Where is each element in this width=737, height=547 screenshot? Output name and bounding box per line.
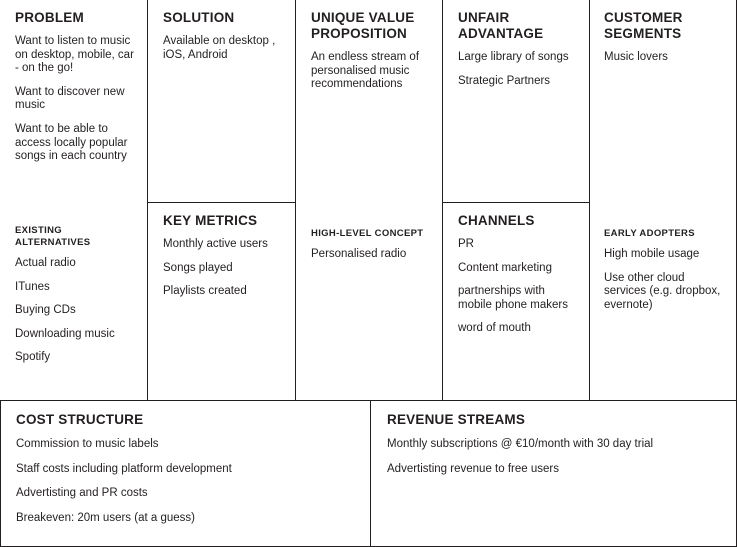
problem-entry: Want to discover new music — [15, 85, 125, 112]
channels-heading: CHANNELS — [458, 213, 535, 228]
early-adopters-entry: High mobile usage — [604, 248, 700, 260]
key-metrics-heading: KEY METRICS — [163, 213, 258, 228]
existing-alternatives-entry: Actual radio — [15, 257, 76, 269]
customer-segments-entry: Music lovers — [604, 51, 668, 63]
block-revenue-streams — [371, 400, 737, 547]
existing-alternatives-entry: ITunes — [15, 280, 50, 293]
unfair-advantage-entries — [458, 51, 578, 88]
early-adopters-heading: EARLY ADOPTERS — [604, 228, 695, 239]
high-level-concept-entries — [311, 248, 431, 262]
cost-structure-entry: Breakeven: 20m users (at a guess) — [16, 511, 195, 524]
channels-entry: word of mouth — [458, 322, 531, 335]
block-customer-segments — [590, 0, 737, 400]
problem-heading: PROBLEM — [15, 10, 84, 25]
existing-alternatives-heading: EXISTING ALTERNATIVES — [15, 225, 91, 248]
unfair-advantage-heading: UNFAIR ADVANTAGE — [458, 10, 544, 41]
channels-entry: partnerships with mobile phone makers — [458, 285, 568, 311]
unfair-advantage-entry: Strategic Partners — [458, 74, 551, 87]
early-adopters-entry: Use other cloud services (e.g. dropbox, evernote) — [604, 271, 721, 311]
revenue-streams-heading: REVENUE STREAMS — [387, 412, 526, 427]
high-level-concept-heading: HIGH-LEVEL CONCEPT — [311, 228, 424, 239]
channels-entry: Content marketing — [458, 261, 552, 274]
unique-value-proposition-entries — [311, 51, 431, 92]
existing-alternatives-entry: Buying CDs — [15, 304, 76, 317]
block-channels — [443, 203, 590, 400]
cost-structure-entry: Staff costs including platform development — [16, 462, 232, 475]
early-adopters-entries — [604, 248, 725, 312]
solution-entries — [163, 35, 284, 62]
block-unfair-advantage — [443, 0, 590, 203]
high-level-concept-entry: Personalised radio — [311, 248, 407, 260]
cost-structure-heading: COST STRUCTURE — [16, 412, 144, 427]
existing-alternatives-entry: Spotify — [15, 351, 51, 364]
block-key-metrics — [148, 203, 296, 400]
existing-alternatives-entries — [15, 257, 136, 365]
unique-value-proposition-heading: UNIQUE VALUE PROPOSITION — [311, 10, 415, 41]
key-metrics-entries — [163, 238, 284, 299]
channels-entries — [458, 238, 578, 336]
cost-structure-entries — [16, 438, 357, 525]
revenue-streams-entry: Monthly subscriptions @ €10/month with 30 day trial — [387, 438, 654, 450]
key-metrics-entry: Songs played — [163, 261, 233, 274]
block-solution — [148, 0, 296, 203]
existing-alternatives-entry: Downloading music — [15, 327, 115, 340]
customer-segments-heading: CUSTOMER SEGMENTS — [604, 10, 683, 41]
customer-segments-entries — [604, 51, 725, 65]
block-cost-structure — [0, 400, 371, 547]
block-existing-alternatives — [0, 225, 148, 365]
key-metrics-entry: Playlists created — [163, 285, 247, 298]
problem-entry: Want to be able to access locally popular songs in each country — [15, 122, 128, 163]
revenue-streams-entries — [387, 438, 723, 476]
unfair-advantage-entry: Large library of songs — [458, 51, 569, 63]
problem-entry: Want to listen to music on desktop, mobile, car - on the go! — [15, 35, 134, 75]
problem-entries — [15, 35, 136, 164]
cost-structure-entry: Commission to music labels — [16, 438, 159, 450]
cost-structure-entry: Advertisting and PR costs — [16, 487, 148, 500]
solution-heading: SOLUTION — [163, 10, 235, 25]
revenue-streams-entry: Advertisting revenue to free users — [387, 462, 559, 475]
key-metrics-entry: Monthly active users — [163, 238, 268, 250]
channels-entry: PR — [458, 238, 474, 250]
unique-value-proposition-entry: An endless stream of personalised music recommendations — [311, 51, 420, 91]
solution-entry: Available on desktop , iOS, Android — [163, 35, 276, 61]
block-high-level-concept — [296, 228, 443, 262]
block-unique-value-proposition — [296, 0, 443, 203]
block-early-adopters — [590, 228, 737, 312]
